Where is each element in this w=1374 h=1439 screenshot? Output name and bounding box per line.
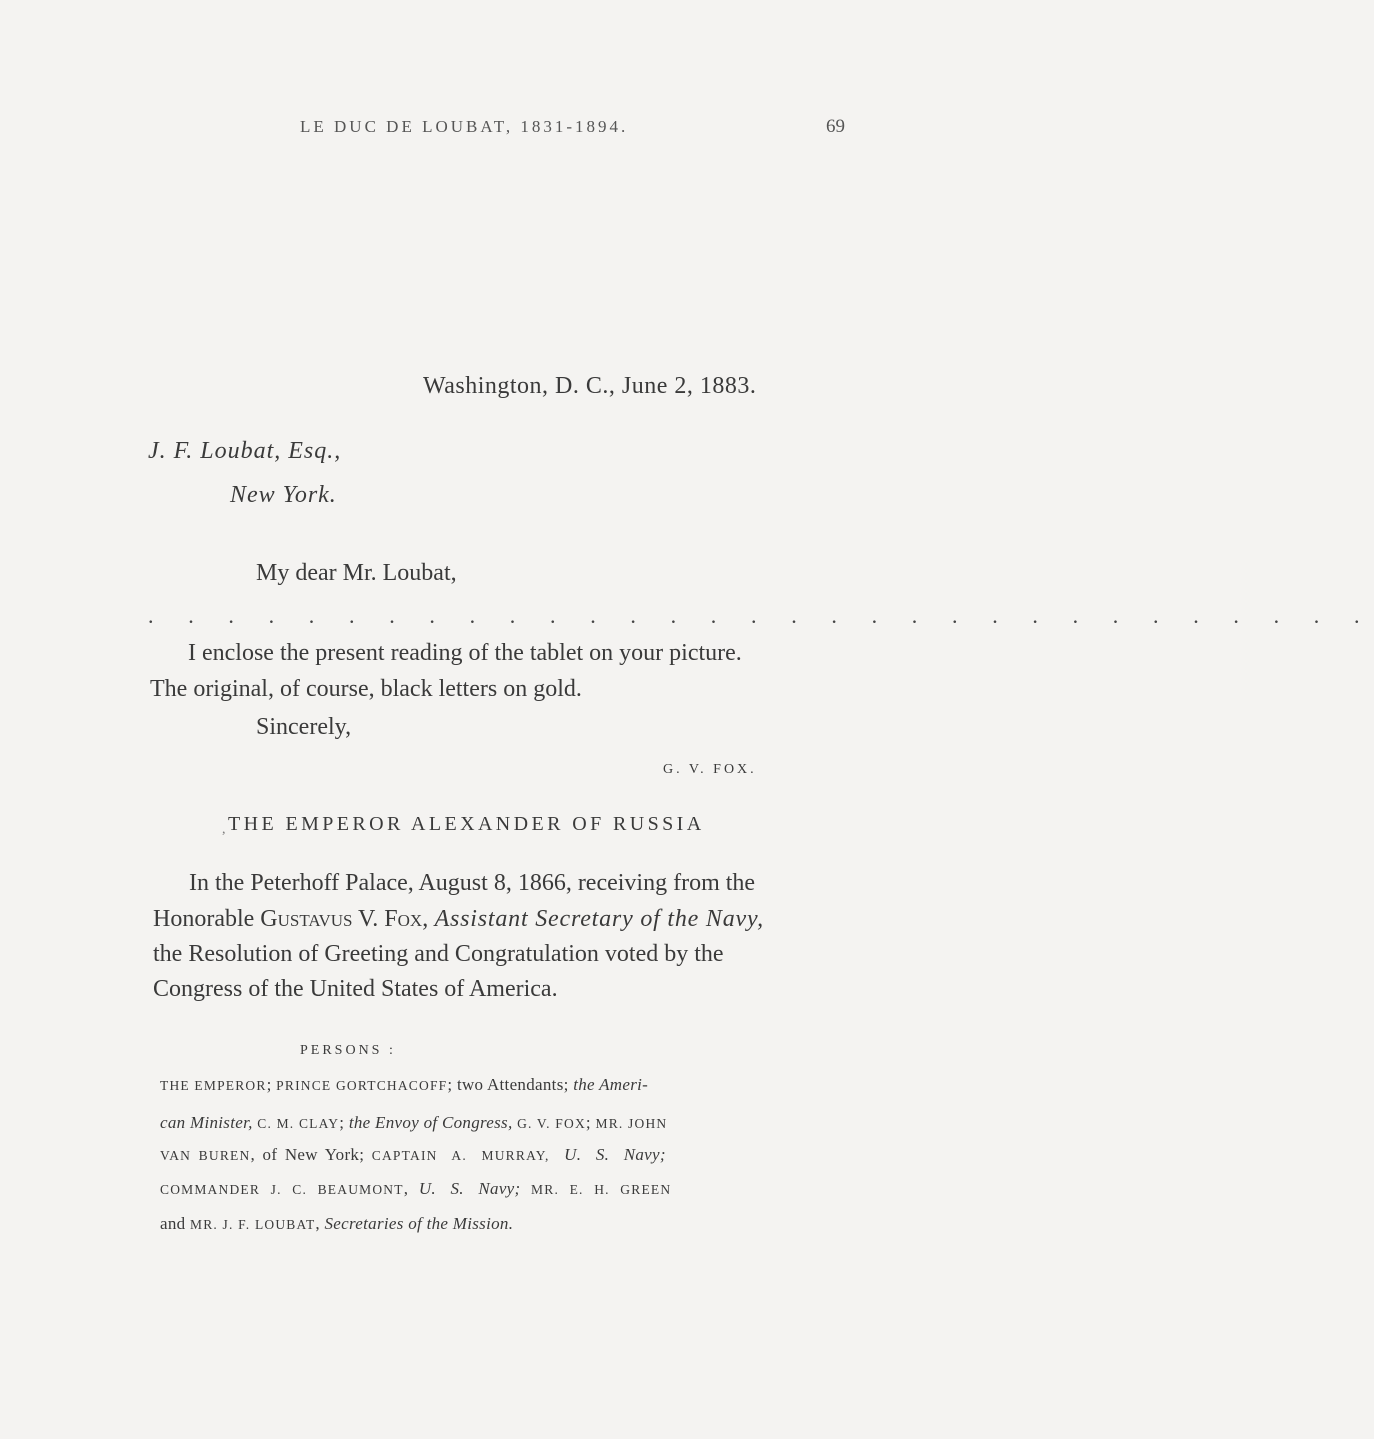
- tablet-text-line: the Resolution of Greeting and Congratulation voted by the: [153, 941, 724, 967]
- text-run: ;: [266, 1075, 277, 1094]
- tablet-text-line: In the Peterhoff Palace, August 8, 1866, receiving from the: [189, 870, 756, 896]
- text-run: ; two Attendants;: [447, 1075, 574, 1094]
- persons-heading: PERSONS :: [300, 1043, 396, 1058]
- cast-role: U. S. Navy;: [418, 1179, 521, 1198]
- cast-role: the Envoy of Congress,: [348, 1113, 513, 1132]
- text-run: ,: [315, 1214, 325, 1233]
- cast-role: can Minister,: [160, 1113, 253, 1132]
- cast-line: [160, 1214, 513, 1234]
- name-small-caps: Gustavus: [260, 906, 353, 932]
- cast-line: [160, 1113, 667, 1133]
- letter-closing: Sincerely,: [256, 714, 352, 740]
- letter-body-line: The original, of course, black letters on gold.: [150, 676, 582, 702]
- letter-salutation: My dear Mr. Loubat,: [256, 560, 457, 586]
- cast-line: [160, 1145, 666, 1165]
- tablet-text-line: [153, 906, 764, 933]
- text-run: Honorable: [153, 906, 261, 932]
- letter-addressee-place: New York.: [230, 482, 337, 508]
- cast-name: G. V. FOX: [517, 1116, 586, 1131]
- text-run: [520, 1179, 531, 1198]
- letter-body-line: I enclose the present reading of the tablet on your picture.: [188, 640, 742, 666]
- text-run: and: [160, 1214, 190, 1233]
- text-run: ;: [339, 1113, 349, 1132]
- text-run: ;: [585, 1113, 596, 1132]
- cast-name: MR. JOHN: [595, 1116, 668, 1131]
- ellipsis-row: . . . . . . . . . . . . . . . . . . . . . . . . . . . . . . .: [148, 603, 1374, 628]
- text-run: ,: [403, 1179, 419, 1198]
- cast-role: the Ameri-: [573, 1075, 649, 1094]
- cast-name: MR. E. H. GREEN: [531, 1182, 672, 1197]
- name-small-caps: Fox,: [384, 906, 429, 932]
- cast-name: MR. J. F. LOUBAT: [190, 1217, 316, 1232]
- letter-dateline: Washington, D. C., June 2, 1883.: [423, 373, 757, 399]
- letter-addressee-name: J. F. Loubat, Esq.,: [148, 438, 342, 464]
- text-run: , of New York;: [250, 1145, 372, 1164]
- running-head: LE DUC DE LOUBAT, 1831-1894.: [300, 117, 629, 136]
- text-run: V.: [352, 906, 385, 932]
- cast-line: [160, 1075, 648, 1095]
- cast-role: Secretaries of the Mission.: [324, 1214, 514, 1233]
- cast-name: COMMANDER J. C. BEAUMONT: [160, 1182, 404, 1197]
- office-italic: Assistant Secretary of the Navy,: [428, 906, 764, 932]
- cast-role: U. S. Navy;: [549, 1145, 666, 1164]
- cast-name: THE EMPEROR: [160, 1078, 267, 1093]
- tablet-title: THE EMPEROR ALEXANDER OF RUSSIA: [228, 813, 705, 835]
- cast-name: VAN BUREN: [160, 1148, 251, 1163]
- page-number: 69: [826, 116, 845, 137]
- cast-name: PRINCE GORTCHACOFF: [276, 1078, 448, 1093]
- cast-name: CAPTAIN A. MURRAY,: [371, 1148, 550, 1163]
- cast-line: [160, 1179, 671, 1199]
- title-mark: ,: [222, 822, 226, 837]
- tablet-text-line: Congress of the United States of America.: [153, 976, 558, 1002]
- cast-name: C. M. CLAY: [257, 1116, 340, 1131]
- letter-signature: G. V. FOX.: [663, 762, 757, 777]
